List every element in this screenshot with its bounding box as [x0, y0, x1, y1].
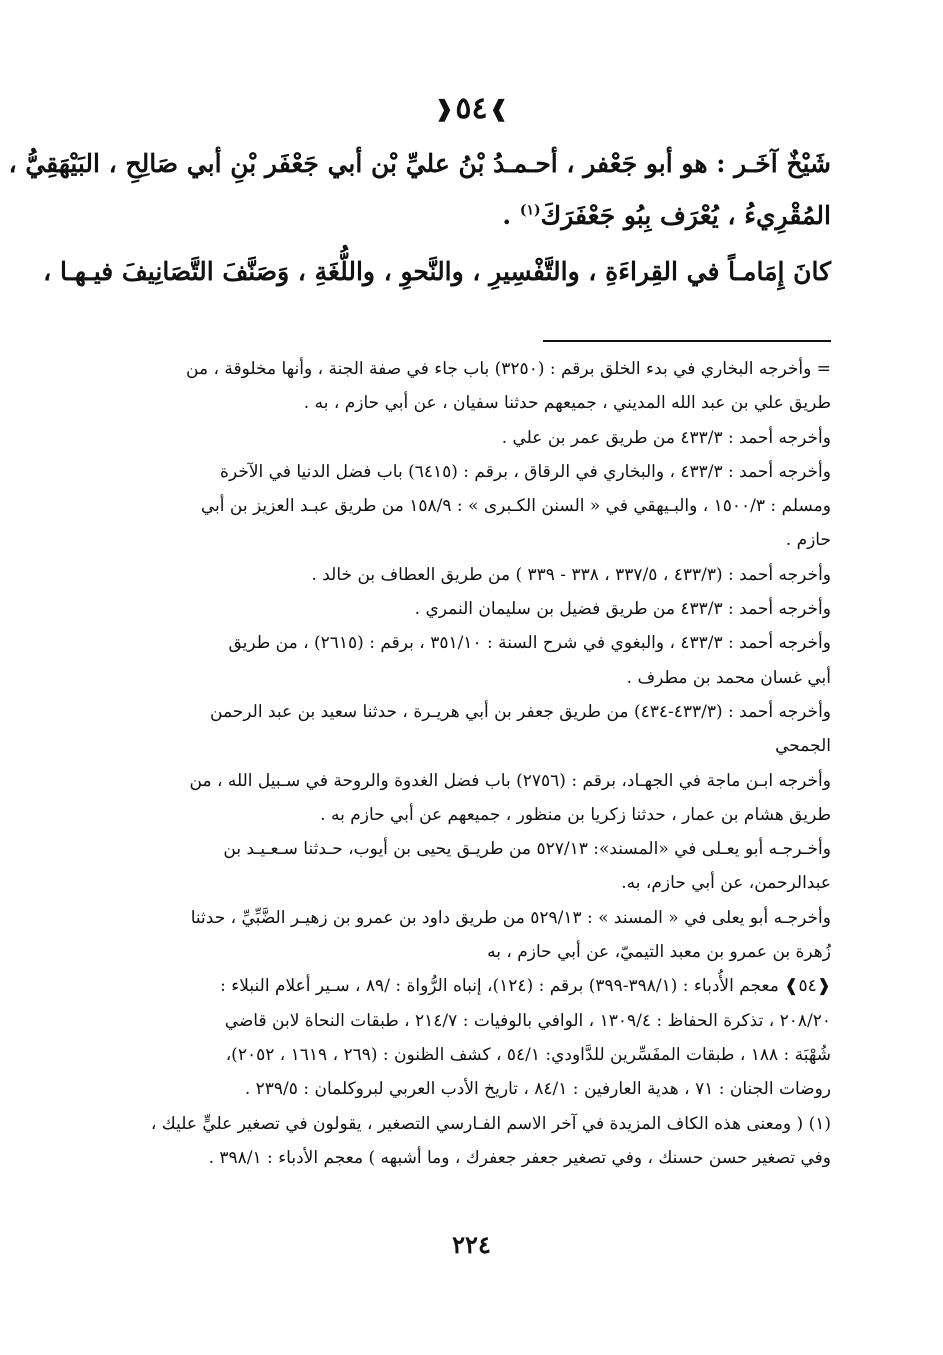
ornament-right-icon: ❰ — [434, 96, 454, 122]
footnote-line: (١) ( ومعنى هذه الكاف المزيدة في آخر الاسم الفـارسي التصغير ، يقولون في تصغير عليٍّ عليك ، — [150, 1113, 831, 1134]
footnote-line: ٢٠٨/٢٠ ، تذكرة الحفاظ : ١٣٠٩/٤ ، الوافي بالوفيات : ٢١٤/٧ ، طبقات النحاة لابن قاضي — [224, 1010, 831, 1031]
footnote-line: وأخرجه أحمد : ٤٣٣/٣ من طريق عمر بن علي . — [501, 427, 831, 448]
main-line-2-end: . — [502, 201, 520, 230]
footnote-line: وأخرجه أحمد : ٤٣٣/٣ من طريق فضيل بن سليمان النمري . — [414, 599, 831, 620]
entry-number: ٥٤ — [455, 91, 488, 126]
footnote-line: ❰٥٤❱ معجم الأُدباء : (٣٩٨/١-٣٩٩) برقم : (١٢٤)، إنباه الرُّواة : /٨٩ ، سـير أعلام النبلاء : — [220, 976, 831, 997]
footnote-line: طريق هشام بن عمار ، حدثنا زكريا بن منظور ، جميعهم عن أبي حازم به . — [320, 804, 831, 825]
footnote-line: وأخرجه أحمد : (٤٣٣/٣ ، ٣٣٧/٥ ، ٣٣٨ - ٣٣٩ ) من طريق العطاف بن خالد . — [311, 564, 831, 585]
footnote-line: وأخرجه ابـن ماجة في الجهـاد، برقم : (٢٧٥٦) باب فضل الغدوة والروحة في سـبيل الله ، من — [189, 770, 831, 791]
footnote-line: وأخرجه أحمد : (٤٣٣/٣-٤٣٤) من طريق جعفر بن أبي هريـرة ، حدثنا سعيد بن عبد الرحمن — [210, 701, 831, 722]
page-number: ٢٢٤ — [452, 1230, 491, 1259]
footnote-line: = وأخرجه البخاري في بدء الخلق برقم : (٣٢٥٠) باب جاء في صفة الجنة ، وأنها مخلوقة ، من — [186, 359, 831, 379]
footnote-line: ومسلم : ١٥٠٠/٣ ، والبـيهقي في « السنن الكـبرى » : ١٥٨/٩ من طريق عبـد العزيز بن أبي — [200, 496, 831, 517]
ornament-left-icon: ❱ — [489, 96, 509, 122]
footnote-line: وأخرجـه أبو يعلى في « المسند » : ٥٢٩/١٣ من طريق داود بن عمرو بن زهيـر الضَّبِّيِّ ، حدثنا — [190, 907, 831, 928]
footnote-line: الجمحي — [775, 736, 831, 757]
main-line-3: كانَ إِمَامـاً في القِراءَةِ ، والتَّفْسِيرِ ، والنَّحوِ ، واللُّغَةِ ، وَصَنَّفَ التَّصَانِيفَ فيـهـا ، — [43, 257, 831, 286]
footnote-separator — [543, 340, 831, 342]
footnote-line: وأخرجه أحمد : ٤٣٣/٣ ، والبخاري في الرقاق ، برقم : (٦٤١٥) باب فضل الدنيا في الآخرة — [220, 461, 831, 482]
main-line-2 — [111, 190, 831, 242]
footnote-line: روضات الجنان : ٧١ ، هدية العارفين : ٨٤/١ ، تاريخ الأدب العربي لبروكلمان : ٢٣٩/٥ . — [244, 1079, 831, 1100]
footnote-line: أبي غسان محمد بن مطرف . — [626, 667, 831, 688]
footnotes — [111, 352, 831, 1175]
main-line-2-text: المُقْرِيءُ ، يُعْرَف بِبُو جَعْفَرَكَ — [540, 201, 831, 230]
footnote-line: وأخـرجـه أبو يعـلى في «المسند»: ٥٢٧/١٣ من طريـق يحيى بن أيوب، حـدثنا سـعـيـد بن — [223, 839, 831, 860]
footnote-ref-1: (١) — [519, 202, 541, 219]
footnote-line: عبدالرحمن، عن أبي حازم، به. — [621, 873, 831, 894]
main-line-1: شَيْخٌ آخَـر : هو أبو جَعْفر ، أحـمـدُ بْنُ عليِّ بْن أبي جَعْفَر بْنِ أبي صَالِحِ ، البَيْهَقِيُّ ، — [8, 149, 831, 178]
footnote-line: وأخرجه أحمد : ٤٣٣/٣ ، والبغوي في شرح السنة : ٣٥١/١٠ ، برقم : (٢٦١٥) ، من طريق — [228, 633, 831, 654]
footnote-line: شُهْبَة : ١٨٨ ، طبقات المفَسِّرين للدَّاودي: ٥٤/١ ، كشف الظنون : (٢٦٩ ، ١٦١٩ ، ٢٠٥٢)، — [225, 1044, 831, 1065]
footnote-line: طريق علي بن عبد الله المديني ، جميعهم حدثنا سفيان ، عن أبي حازم ، به . — [303, 393, 831, 414]
footnote-line: حازم . — [785, 530, 831, 551]
main-text — [8, 138, 831, 304]
entry-number-heading — [0, 88, 943, 129]
footnote-line: زُهرة بن عمرو بن معبد التيميّ، عن أبي حازم ، به — [487, 942, 831, 963]
footnote-line: وفي تصغير حسن حسنك ، وفي تصغير جعفر جعفرك ، وما أشبهه ) معجم الأدباء : ٣٩٨/١ . — [208, 1147, 831, 1168]
